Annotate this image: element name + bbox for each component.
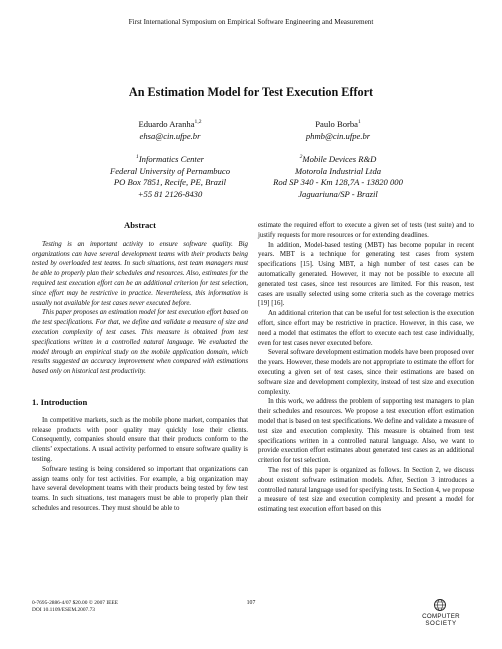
body-paragraph: The rest of this paper is organized as follows. In Section 2, we discuss about existent software estimation models. After, Section 3 introduces a controlled natural language used for specifying tests. In Section 4, we propose a measure of test size and execution complexity and present a model for estimating test execution effort based on this [258, 466, 474, 514]
author-email-2: phmb@cin.ufpe.br [305, 130, 371, 141]
author-sup-2: 1 [357, 119, 361, 126]
affiliation-line: PO Box 7851, Recife, PE, Brazil [113, 177, 227, 188]
abstract-heading: Abstract [124, 220, 156, 230]
paper-title: An Estimation Model for Test Execution Effort [128, 85, 374, 99]
logo-text-computer: COMPUTER [422, 613, 460, 620]
section-heading-introduction: 1. Introduction [32, 396, 88, 407]
affiliation-block-2 [232, 154, 444, 200]
affiliation-line: Informatics Center [138, 154, 204, 164]
author-email-1: ehsa@cin.ufpe.br [139, 130, 201, 141]
footer-doi: DOI 10.1109/ESEM.2007.73 [32, 607, 95, 614]
body-paragraph: estimate the required effort to execute a given set of tests (test suite) and to justify requests for more resources or for extending deadlines. [258, 222, 474, 239]
page-number: 107 [246, 600, 256, 606]
author-name-1: Eduardo Aranha [138, 119, 195, 129]
body-paragraph: In addition, Model-based testing (MBT) has become popular in recent years. MBT is a technique for generating test cases from system specifications [15]. Using MBT, a high number of test cases can be automatically generated. However, it may not be possible to execute all generated test cases, since test resources are limited. For this reason, test cases are usually selected using some criteria such as the coverage metrics [19] [16]. [258, 241, 474, 308]
right-column [258, 221, 474, 515]
affiliation-line: Rod SP 340 - Km 128,7A - 13820 000 [273, 177, 403, 188]
body-paragraph: Several software development estimation models have been proposed over the years. However, these models are not appropriate to estimate the effort for executing a given set of test cases, since their estimations are based on software size and development complexity, instead of test size and execution complexity. [258, 349, 474, 396]
body-paragraph: In this work, we address the problem of supporting test managers to plan their schedules and resources. We propose a test execution effort estimation model that is based on test specifications. We define and validate a measure of test size and execution complexity. This measure is obtained from test specifications written in a controlled natural language. Also, we want to provide execution effort estimates about generated test cases as an additional criterion for test selection. [258, 398, 474, 465]
author-sup-1: 1,2 [194, 119, 202, 126]
author-block-2 [248, 119, 428, 142]
affiliation-line: Motorola Industrial Ltda [294, 165, 382, 176]
body-paragraph: In competitive markets, such as the mobile phone market, companies that release products with poor quality may quickly lose their clients. Consequently, companies should ensure that their products conform to the clients’ expectations. A usual activity performed to ensure software quality is testing. [32, 416, 248, 463]
abstract-body [32, 240, 248, 377]
body-paragraph: Software testing is being considered so important that organizations can assign teams only for test activities. For example, a big organization may have several development teams with their products being tested by few test teams. In such situations, test managers must be able to properly plan their schedules and resources. They must should be able to [32, 465, 248, 512]
conference-header: First International Symposium on Empirical Software Engineering and Measurement [128, 18, 374, 26]
affiliation-line: +55 81 2126-8430 [137, 188, 203, 199]
body-paragraph: An additional criterion that can be useful for test selection is the execution effort, since effort may be restrictive in practice. However, in this case, we need a model that estimates the effort to execute each test case individually, even for test cases never executed before. [258, 310, 474, 347]
left-column [32, 221, 248, 514]
author-name-2: Paulo Borba [315, 119, 358, 129]
abstract-paragraph: This paper proposes an estimation model for test execution effort based on the test specifications. For that, we define and validate a measure of size and execution complexity of test cases. This measure is obtained from test specifications written in a controlled natural language. We evaluated the model through an empirical study on the mobile application domain, which results suggested an accuracy improvement when compared with estimations based only on historical test productivity. [32, 309, 248, 376]
author-block-1 [80, 119, 260, 142]
affiliation-sup-1: 1 [136, 154, 139, 161]
affiliation-line: Federal University of Pernambuco [109, 165, 231, 176]
affiliation-sup-2: 2 [299, 154, 303, 161]
logo-text-society: SOCIETY [425, 620, 457, 627]
footer-isbn: 0-7695-2886-4/07 $20.00 © 2007 IEEE [32, 600, 118, 606]
abstract-paragraph: Testing is an important activity to ensure software quality. Big organizations can have several development teams with their products being tested by overloaded test teams. In such situations, test team managers must be able to properly plan their schedules and resources. Also, estimates for the required test execution effort can be an additional criterion for test selection, since effort may be restrictive in practice. Nevertheless, this information is usually not available for test cases never executed before. [32, 240, 248, 307]
affiliation-line: Mobile Devices R&D [302, 154, 377, 164]
affiliation-line: Jaguariuna/SP - Brazil [298, 188, 378, 199]
